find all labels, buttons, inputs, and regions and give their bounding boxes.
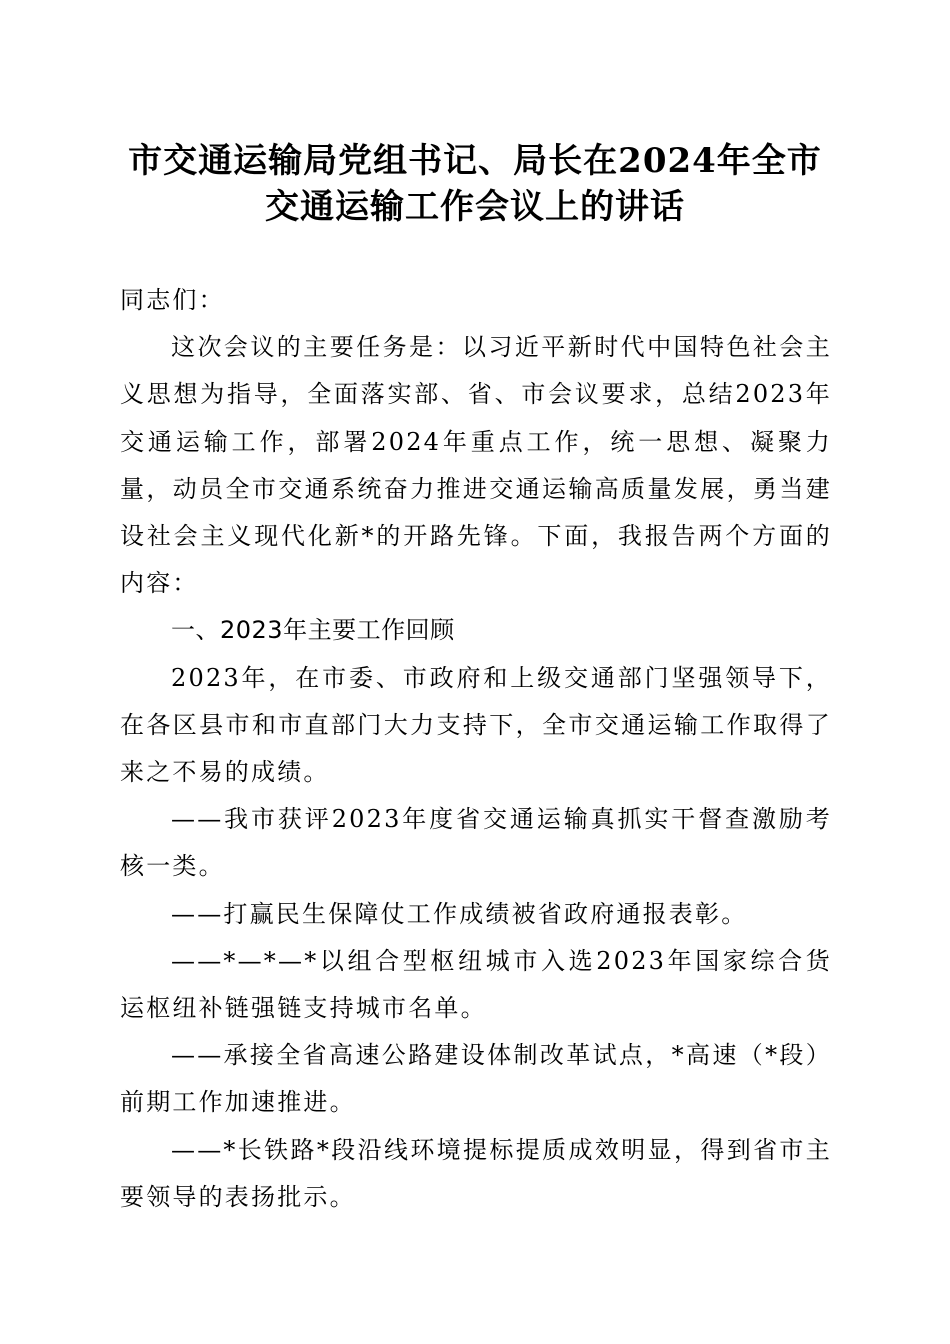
achievement-item: ——承接全省高速公路建设体制改革试点，*高速（*段）前期工作加速推进。	[120, 1041, 832, 1117]
section-heading: 一、2023年主要工作回顾	[171, 616, 455, 645]
achievement-item: ——我市获评2023年度省交通运输真抓实干督查激励考核一类。	[120, 805, 832, 881]
title-line-1: 市交通运输局党组书记、局长在2024年全市	[128, 141, 822, 181]
achievement-item: ——*长铁路*段沿线环境提标提质成效明显，得到省市主要领导的表扬批示。	[120, 1135, 832, 1211]
salutation: 同志们：	[120, 286, 225, 314]
document-title	[100, 138, 850, 230]
achievement-item: ——*—*—*以组合型枢纽城市入选2023年国家综合货运枢纽补链强链支持城市名单。	[120, 946, 832, 1023]
title-line-2: 交通运输工作会议上的讲话	[265, 187, 685, 227]
document-body	[120, 277, 832, 1221]
section-intro-paragraph: 2023年，在市委、市政府和上级交通部门坚强领导下，在各区县市和市直部门大力支持下，全市交通运输工作取得了来之不易的成绩。	[120, 663, 832, 787]
achievement-item: ——打赢民生保障仗工作成绩被省政府通报表彰。	[171, 899, 748, 928]
intro-paragraph: 这次会议的主要任务是：以习近平新时代中国特色社会主义思想为指导，全面落实部、省、市会议要求，总结2023年交通运输工作，部署2024年重点工作，统一思想、凝聚力量，动员全市交通系统奋力推进交通运输高质量发展，勇当建设社会主义现代化新*的开路先锋。下面，我报告两个方面的内容：	[120, 333, 832, 598]
